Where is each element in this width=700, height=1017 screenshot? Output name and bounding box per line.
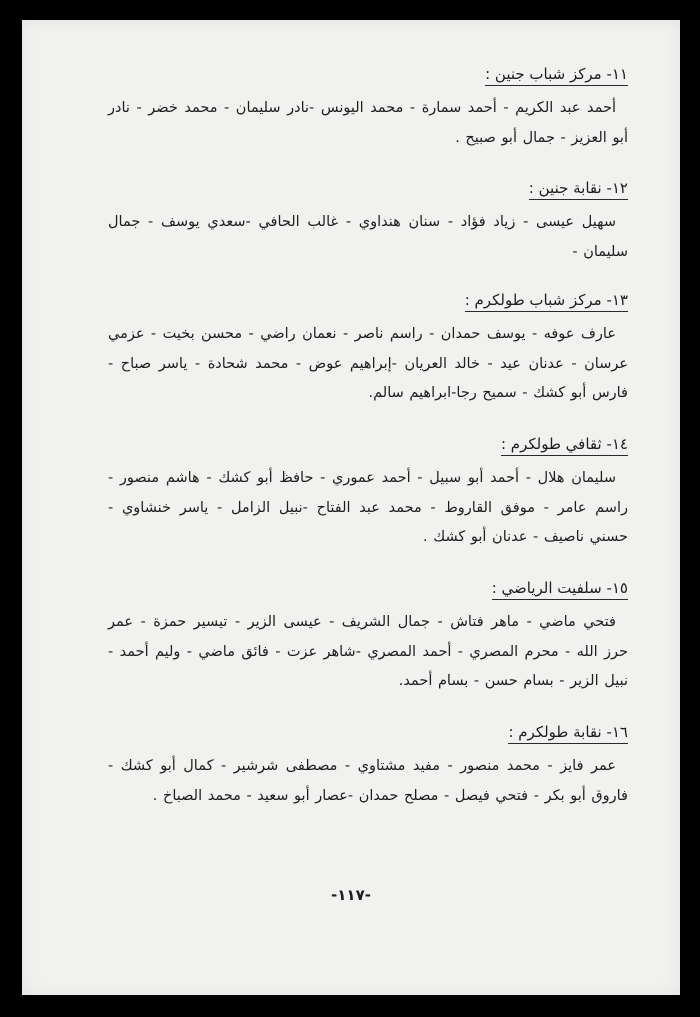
page-number: -١١٧- (331, 886, 371, 904)
section-heading: ١٢- نقابة جنين : (529, 178, 628, 200)
section-body: عمر فايز - محمد منصور - مفيد مشتاوي - مصطفى شرشير - كمال أبو كشك - فاروق أبو بكر - فتحي فيصل - مصلح حمدان -عصار أبو سعيد - محمد الصباخ . (108, 758, 628, 804)
section-16 (108, 722, 628, 811)
section-heading: ١٣- مركز شباب طولكرم : (465, 290, 628, 312)
section-13 (108, 290, 628, 409)
section-heading: ١٥- سلفيت الرياضي : (492, 578, 628, 600)
section-body: عارف عوفه - يوسف حمدان - راسم ناصر - نعمان راضي - محسن بخيت - عزمي عرسان - عدنان عيد - خالد العريان -إبراهيم عوض - محمد شحادة - ياسر صباح - فارس أبو كشك - سميح رجا-ابراهيم سالم. (108, 326, 628, 401)
section-14 (108, 434, 628, 553)
section-body: أحمد عبد الكريم - أحمد سمارة - محمد اليونس -نادر سليمان - محمد خضر - نادر أبو العزيز - جمال أبو صبيح . (108, 100, 628, 146)
section-heading: ١٦- نقابة طولكرم : (508, 722, 628, 744)
section-15 (108, 578, 628, 697)
section-heading: ١٤- ثقافي طولكرم : (501, 434, 628, 456)
section-heading: ١١- مركز شباب جنين : (485, 64, 628, 86)
section-body: سهيل عيسى - زياد فؤاد - سنان هنداوي - غالب الحافي -سعدي يوسف - جمال سليمان - (108, 214, 628, 260)
section-body: سليمان هلال - أحمد أبو سبيل - أحمد عموري - حافظ أبو كشك - هاشم منصور - راسم عامر - موفق القاروط - محمد عبد الفتاح -نبيل الزامل - ياسر خنشاوي - حسني ناصيف - عدنان أبو كشك . (108, 470, 628, 545)
section-body: فتحي ماضي - ماهر فتاش - جمال الشريف - عيسى الزير - تيسير حمزة - عمر حرز الله - محرم المصري - أحمد المصري -شاهر عزت - فائق ماضي - وليم أحمد - نبيل الزير - بسام حسن - بسام أحمد. (108, 614, 628, 689)
document-page (22, 20, 680, 995)
section-11 (108, 64, 628, 153)
section-12 (108, 178, 628, 267)
